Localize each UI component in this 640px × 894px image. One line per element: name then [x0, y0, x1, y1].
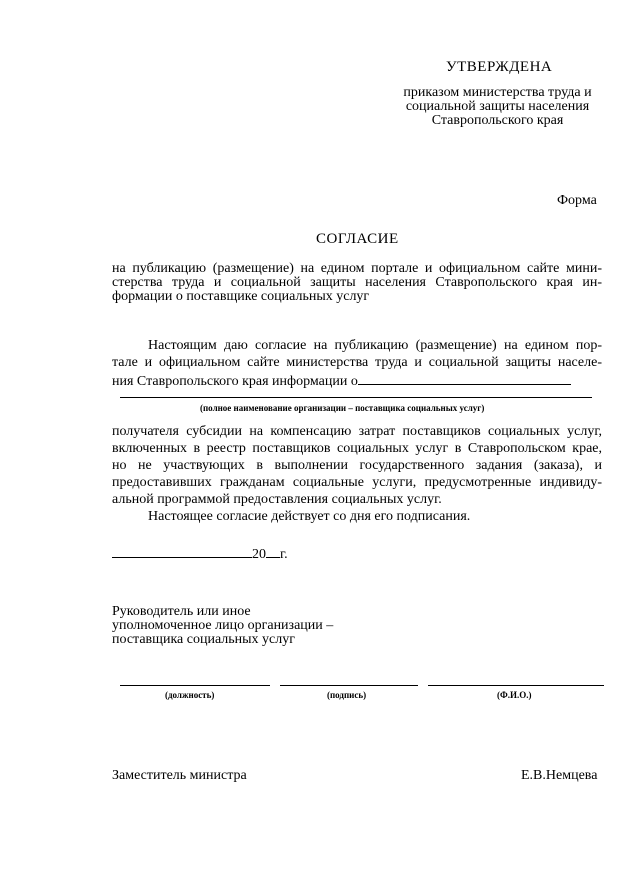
- organization-name-line[interactable]: [120, 397, 592, 398]
- signer-line: уполномоченное лицо организации –: [112, 618, 334, 633]
- paragraph-line: предоставивших гражданам социальные услуги, предусмотренные индивиду-: [112, 475, 602, 490]
- full-name-caption: (Ф.И.О.): [497, 690, 532, 700]
- paragraph-line: тале и официальном сайте министерства труда и социальной защиты населе-: [112, 355, 602, 370]
- signature-line[interactable]: [280, 685, 418, 686]
- deputy-name: Е.В.Немцева: [521, 768, 598, 783]
- date-blank[interactable]: [112, 544, 252, 558]
- validity-statement: Настоящее согласие действует со дня его подписания.: [148, 509, 471, 524]
- document-subtitle: [112, 262, 602, 304]
- paragraph-line: альной программой предоставления социальных услуг.: [112, 492, 442, 507]
- approved-line: Ставропольского края: [431, 113, 564, 128]
- signature-caption: (подпись): [327, 690, 367, 700]
- deputy-title: Заместитель министра: [112, 768, 247, 783]
- subtitle-line: формации о поставщике социальных услуг: [112, 289, 370, 304]
- position-line[interactable]: [120, 685, 270, 686]
- organization-caption: (полное наименование организации – поставщика социальных услуг): [200, 403, 485, 413]
- paragraph-line: Настоящим даю согласие на публикацию (размещение) на едином пор-: [148, 338, 602, 353]
- year-suffix: г.: [280, 547, 288, 562]
- paragraph-line: получателя субсидии на компенсацию затрат поставщиков социальных услуг,: [112, 424, 602, 439]
- year-blank[interactable]: [266, 544, 280, 558]
- consent-paragraph: [112, 337, 602, 390]
- recipient-paragraph: [112, 423, 602, 525]
- approved-by-order: [395, 86, 600, 128]
- year-prefix: 20: [252, 547, 266, 562]
- full-name-line[interactable]: [428, 685, 604, 686]
- form-label: Форма: [557, 193, 597, 208]
- organization-blank[interactable]: [358, 371, 571, 385]
- approved-title: УТВЕРЖДЕНА: [446, 59, 553, 75]
- approved-line: социальной защиты населения: [405, 99, 590, 114]
- subtitle-line: на публикацию (размещение) на едином портале и официальном сайте мини-: [112, 261, 602, 276]
- paragraph-line-text: ния Ставропольского края информации о: [112, 374, 358, 389]
- position-caption: (должность): [165, 690, 215, 700]
- subtitle-line: стерства труда и социальной защиты населения Ставропольского края ин-: [112, 275, 602, 290]
- signer-line: Руководитель или иное: [112, 604, 251, 619]
- document-title: СОГЛАСИЕ: [316, 231, 399, 247]
- signer-line: поставщика социальных услуг: [112, 632, 295, 647]
- paragraph-line: включенных в реестр поставщиков социальных услуг в Ставропольском крае,: [112, 441, 602, 456]
- date-line: [112, 544, 288, 562]
- signer-block: [112, 605, 333, 647]
- paragraph-line-with-blank: [112, 371, 602, 390]
- approved-line: приказом министерства труда и: [403, 85, 592, 100]
- paragraph-line: но не участвующих в выполнении государственного задания (заказа), и: [112, 458, 602, 473]
